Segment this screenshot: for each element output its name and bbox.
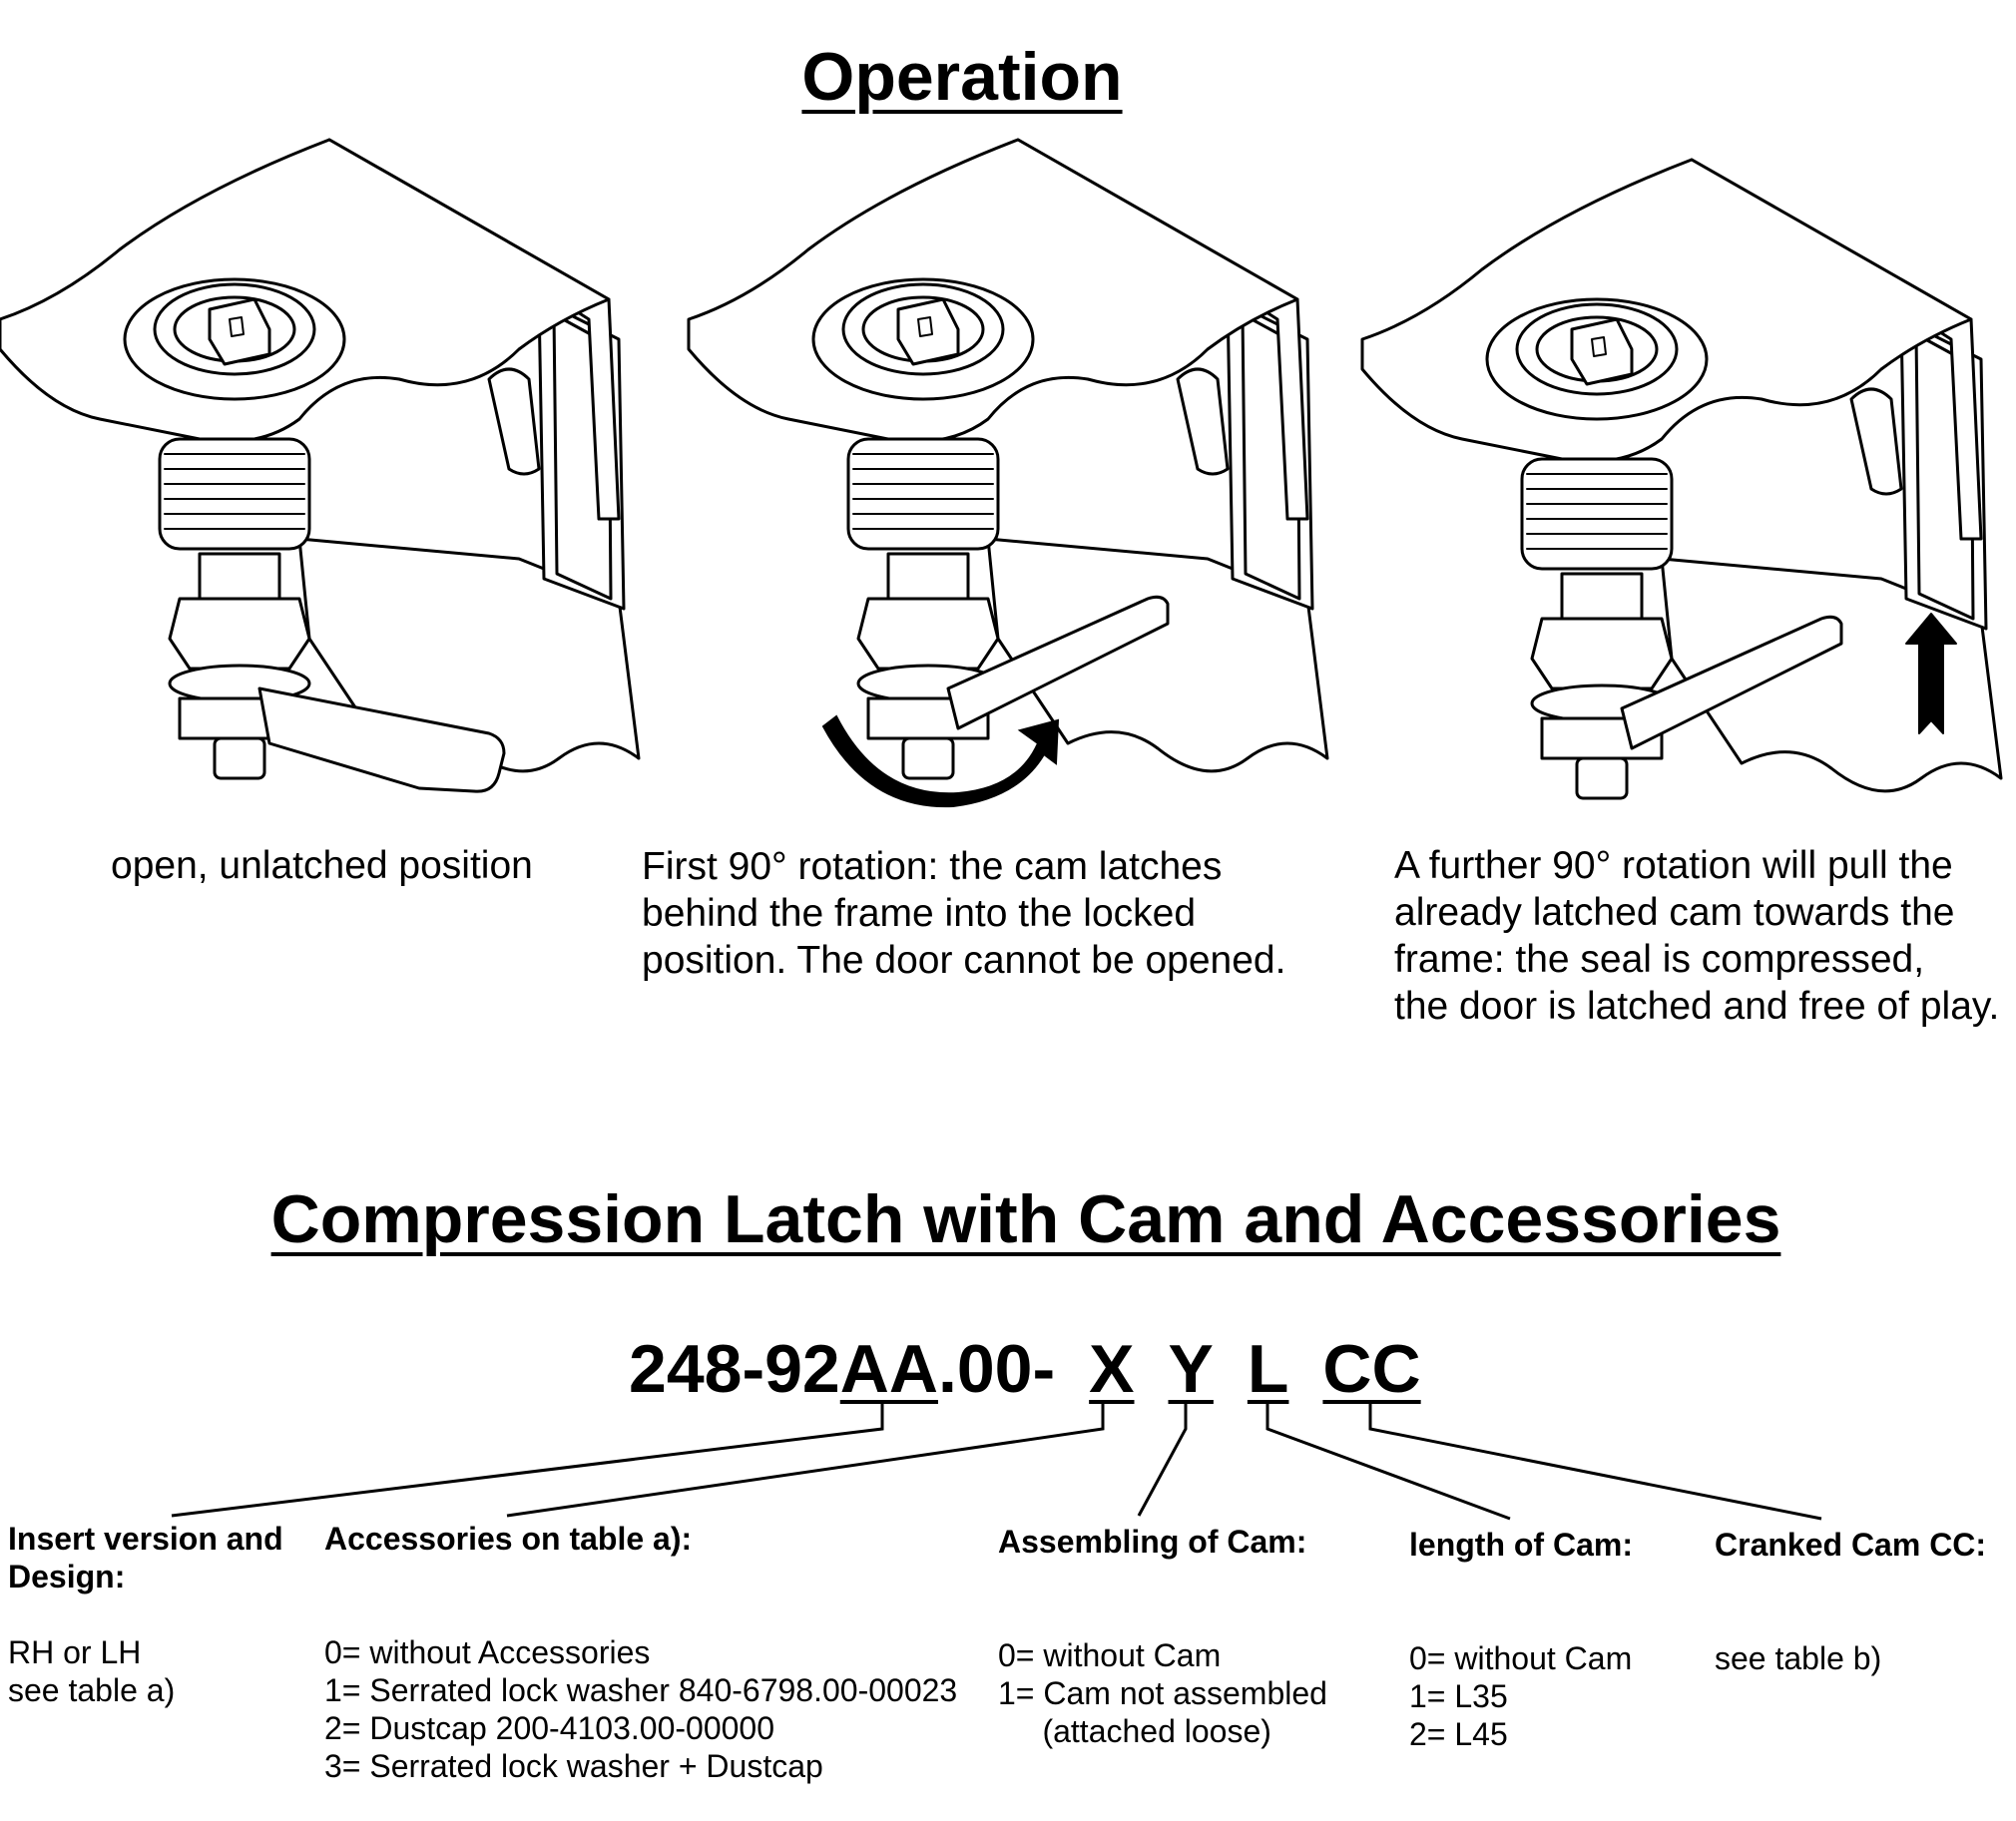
caption-line: the door is latched and free of play. bbox=[1394, 985, 2000, 1028]
caption-further-rotation bbox=[1394, 842, 1999, 1030]
code-prefix: 248-92 bbox=[629, 1331, 840, 1407]
column-length-cam bbox=[1409, 1526, 1633, 1753]
caption-line: A further 90° rotation will pull the bbox=[1394, 844, 1953, 887]
column-body: RH or LH see table a) bbox=[8, 1634, 176, 1708]
column-header: length of Cam: bbox=[1409, 1527, 1633, 1563]
product-title: Compression Latch with Cam and Accessories bbox=[270, 1181, 1781, 1257]
caption-line: position. The door cannot be opened. bbox=[642, 939, 1286, 982]
column-body: see table b) bbox=[1715, 1640, 1882, 1676]
column-assembling-cam bbox=[998, 1523, 1327, 1750]
code-y: Y bbox=[1168, 1331, 1214, 1407]
code-l: L bbox=[1247, 1331, 1289, 1407]
code-aa: AA bbox=[839, 1331, 938, 1407]
latch-first-rotation-illustration bbox=[689, 140, 1327, 778]
column-header: Assembling of Cam: bbox=[998, 1524, 1307, 1560]
order-code bbox=[629, 1330, 1421, 1408]
caption-line: frame: the seal is compressed, bbox=[1394, 938, 1925, 981]
caption-first-rotation bbox=[642, 843, 1285, 984]
latch-compressed-illustration bbox=[1362, 160, 2001, 798]
code-x: X bbox=[1089, 1331, 1135, 1407]
column-accessories bbox=[324, 1520, 957, 1785]
caption-line: First 90° rotation: the cam latches bbox=[642, 845, 1223, 888]
code-callout-lines bbox=[172, 1404, 1821, 1519]
caption-line: already latched cam towards the bbox=[1394, 891, 1955, 934]
latch-open-illustration bbox=[0, 140, 639, 791]
column-body: 0= without Cam 1= Cam not assembled (attached loose) bbox=[998, 1637, 1327, 1749]
column-body: 0= without Accessories 1= Serrated lock washer 840-6798.00-00023 2= Dustcap 200-4103.00-00000 3= Serrated lock washer + Dustcap bbox=[324, 1634, 958, 1784]
column-header: Cranked Cam CC: bbox=[1715, 1527, 1987, 1563]
caption-line: behind the frame into the locked bbox=[642, 892, 1197, 935]
column-body: 0= without Cam 1= L35 2= L45 bbox=[1409, 1640, 1633, 1752]
caption-line: open, unlatched position bbox=[111, 844, 533, 887]
column-cranked-cam bbox=[1715, 1526, 1986, 1677]
column-header: Accessories on table a): bbox=[324, 1521, 693, 1557]
column-header: Insert version and Design: bbox=[8, 1521, 283, 1594]
code-mid: .00- bbox=[937, 1331, 1056, 1407]
column-insert-version bbox=[8, 1520, 283, 1709]
code-cc: CC bbox=[1322, 1331, 1421, 1407]
operation-title: Operation bbox=[801, 39, 1123, 115]
caption-open bbox=[111, 842, 533, 889]
